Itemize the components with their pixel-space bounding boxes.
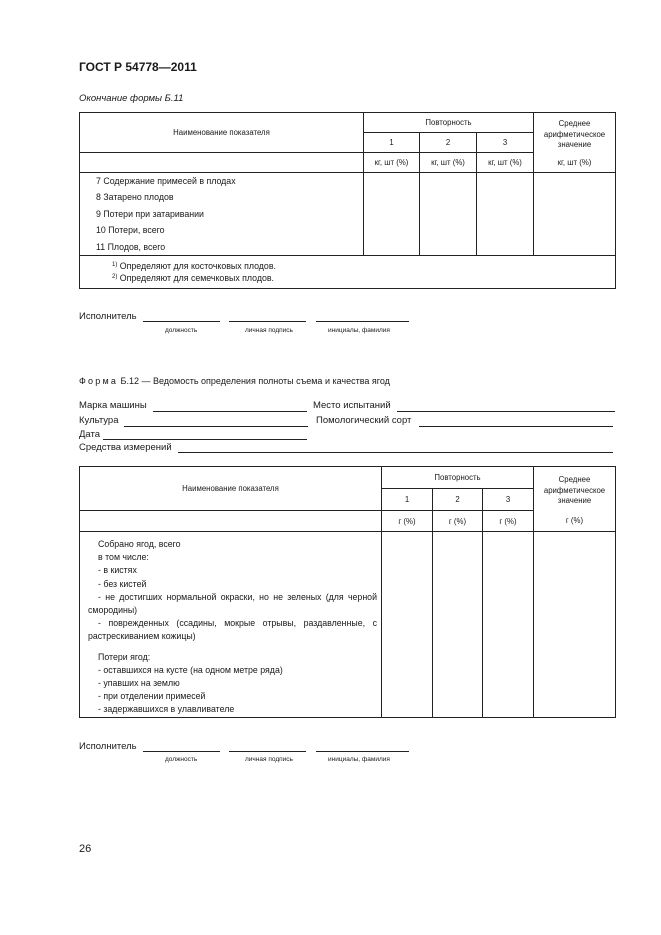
machine-brand-field[interactable] bbox=[153, 410, 307, 412]
position-line[interactable] bbox=[143, 750, 220, 752]
signature-line[interactable] bbox=[229, 750, 306, 752]
repeat-number-2: 2 bbox=[433, 489, 483, 511]
column-header-average: Среднее арифметическое значение bbox=[534, 467, 616, 511]
table-footnotes bbox=[80, 256, 616, 289]
value-cell[interactable] bbox=[534, 173, 616, 256]
form-b11-table bbox=[79, 112, 616, 289]
indicator-row: - упавших на землю bbox=[98, 678, 180, 689]
test-place-field[interactable] bbox=[397, 410, 615, 412]
column-header-average: Среднее арифметическое значение bbox=[534, 113, 616, 153]
indicator-row: 7 Содержание примесей в плодах bbox=[96, 176, 236, 186]
signature-label: Исполнитель bbox=[79, 311, 137, 322]
page-number: 26 bbox=[79, 843, 92, 855]
signature-label: Исполнитель bbox=[79, 741, 137, 752]
repeat-number-3: 3 bbox=[477, 133, 534, 153]
footnote: $^{1)}$ Определяют для косточковых плодов. bbox=[112, 261, 276, 272]
repeat-number-1: 1 bbox=[382, 489, 433, 511]
column-header-repeat: Повторность bbox=[382, 467, 534, 489]
indicator-row: Потери ягод: bbox=[98, 651, 151, 662]
test-place-label: Место испытаний bbox=[313, 400, 391, 411]
signature-caption-signature: личная подпись bbox=[245, 756, 293, 763]
date-field[interactable] bbox=[103, 438, 307, 440]
unit-label: г (%) bbox=[534, 511, 616, 532]
pomological-variety-label: Помологический сорт bbox=[316, 415, 412, 426]
table-continuation-caption: Окончание формы Б.11 bbox=[79, 93, 184, 104]
value-cell[interactable] bbox=[420, 173, 477, 256]
indicator-row: 10 Потери, всего bbox=[96, 225, 165, 236]
form-b12-title: Форма Б.12 — Ведомость определения полноты съема и качества ягод bbox=[79, 376, 390, 386]
machine-brand-label: Марка машины bbox=[79, 400, 147, 411]
indicator-row: 8 Затарено плодов bbox=[96, 192, 174, 203]
full-name-line[interactable] bbox=[316, 320, 409, 322]
value-cell[interactable] bbox=[477, 173, 534, 256]
indicator-row: - оставшихся на кусте (на одном метре ряда) bbox=[98, 664, 283, 675]
unit-label: кг, шт (%) bbox=[420, 153, 477, 173]
value-cell[interactable] bbox=[364, 173, 420, 256]
indicator-row: 9 Потери при затаривании bbox=[96, 208, 204, 219]
signature-caption-name: инициалы, фамилия bbox=[328, 327, 390, 334]
date-label: Дата bbox=[79, 429, 101, 440]
indicator-row: - поврежденных (ссадины, мокрые отрывы, раздавленные, с растрескиванием кожицы) bbox=[88, 618, 377, 642]
full-name-line[interactable] bbox=[316, 750, 409, 752]
signature-caption-position: должность bbox=[165, 327, 198, 334]
repeat-number-2: 2 bbox=[420, 133, 477, 153]
value-cell[interactable] bbox=[483, 532, 534, 718]
indicator-row: - не достигших нормальной окраски, но не зеленых (для черной смородины) bbox=[88, 591, 377, 616]
indicator-row: - в кистях bbox=[98, 565, 137, 576]
measuring-tools-label: Средства измерений bbox=[79, 442, 172, 453]
document-code: ГОСТ Р 54778—2011 bbox=[79, 60, 197, 74]
indicator-row: - без кистей bbox=[98, 578, 147, 589]
pomological-variety-field[interactable] bbox=[419, 425, 613, 427]
position-line[interactable] bbox=[143, 320, 220, 322]
form-b12-table bbox=[79, 466, 616, 718]
repeat-number-1: 1 bbox=[364, 133, 420, 153]
column-header-repeat: Повторность bbox=[364, 113, 534, 133]
value-cell[interactable] bbox=[382, 532, 433, 718]
footnote: $^{2)}$ Определяют для семечковых плодов. bbox=[112, 273, 275, 284]
indicator-row: Собрано ягод, всего bbox=[98, 539, 181, 549]
signature-caption-signature: личная подпись bbox=[245, 327, 293, 334]
repeat-number-3: 3 bbox=[483, 489, 534, 511]
indicator-row: в том числе: bbox=[98, 552, 149, 563]
unit-label: кг, шт (%) bbox=[364, 153, 420, 173]
unit-label: кг, шт (%) bbox=[534, 153, 616, 173]
column-header-indicator-name: Наименование показателя bbox=[80, 113, 364, 153]
signature-line[interactable] bbox=[229, 320, 306, 322]
indicator-row: - задержавшихся в улавливателе bbox=[98, 704, 235, 715]
unit-label: г (%) bbox=[433, 511, 483, 532]
signature-caption-name: инициалы, фамилия bbox=[328, 756, 390, 763]
indicator-list bbox=[80, 173, 364, 256]
indicator-row: - при отделении примесей bbox=[98, 691, 206, 702]
indicator-list bbox=[80, 532, 382, 718]
crop-field[interactable] bbox=[124, 425, 308, 427]
unit-label: кг, шт (%) bbox=[477, 153, 534, 173]
signature-caption-position: должность bbox=[165, 756, 198, 763]
unit-label: г (%) bbox=[483, 511, 534, 532]
indicator-row: 11 Плодов, всего bbox=[96, 241, 166, 252]
crop-label: Культура bbox=[79, 415, 119, 426]
measuring-tools-field[interactable] bbox=[178, 451, 613, 453]
value-cell[interactable] bbox=[433, 532, 483, 718]
value-cell[interactable] bbox=[534, 532, 616, 718]
column-header-indicator-name: Наименование показателя bbox=[80, 467, 382, 511]
unit-label: г (%) bbox=[382, 511, 433, 532]
